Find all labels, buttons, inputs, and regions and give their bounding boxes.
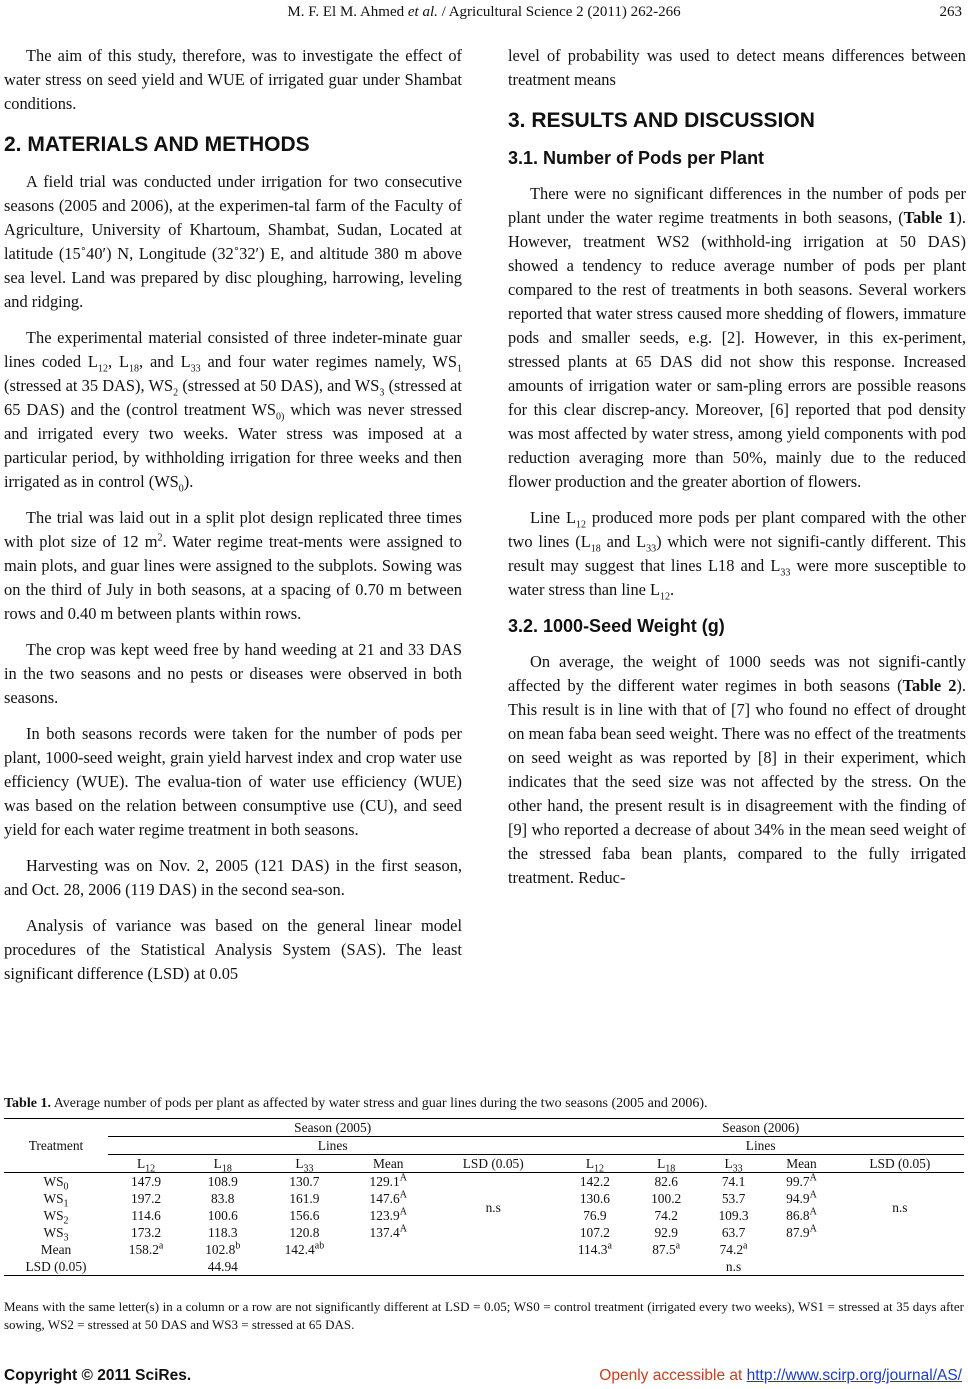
table-row xyxy=(4,1241,964,1258)
value-cell: 82.6 xyxy=(654,1174,678,1189)
mean-cell: 158.2$^a$ xyxy=(128,1240,164,1257)
continued-paragraph: level of probability was used to detect means differences between treatment means xyxy=(508,46,966,89)
row-label: Mean xyxy=(40,1242,72,1257)
section-heading-results: 3. RESULTS AND DISCUSSION xyxy=(508,109,815,132)
mean-cell: $87.9^A$ xyxy=(786,1223,817,1240)
value-cell: 53.7 xyxy=(721,1191,746,1206)
lines-header: Lines xyxy=(108,1137,557,1155)
mean-cell: $86.8^A$ xyxy=(786,1206,817,1223)
empty-cell xyxy=(836,1258,964,1276)
treatment-cell: $WS_3$ xyxy=(43,1225,69,1244)
methods-paragraph-2: The experimental material consisted of three indeter-minate guar lines coded $L_{12}$, $L_{18}$, and $L_{33}$ and four water regimes namely, $WS_1$ (stressed at 35 DAS), $WS_2$ (stressed at 50 DAS), and $WS_3$ (stressed at 65 DAS) and the (control treatment $WS_{0)}$ which was never stressed and irrigated every two weeks. Water stress was imposed at a particular period, by withholding irrigation for three weeks and then irrigated as in control $(WS_0)$. xyxy=(4,328,462,495)
value-cell: 100.2 xyxy=(651,1191,682,1206)
treatment-header: Treatment xyxy=(4,1119,108,1173)
mean-cell: $137.4^A$ xyxy=(369,1223,407,1240)
treatment-cell: $WS_0$ xyxy=(43,1174,69,1193)
treatment-cell: $WS_1$ xyxy=(43,1191,69,1210)
mean-cell: 114.3$^a$ xyxy=(577,1240,612,1257)
header-etal: et al. xyxy=(407,4,438,20)
page-number: 263 xyxy=(939,4,962,20)
value-cell: 107.2 xyxy=(579,1225,610,1240)
empty-cell xyxy=(429,1258,557,1276)
methods-paragraph-3: The trial was laid out in a split plot design replicated three times with plot size of 12 $m^2$. Water regime treat-ments were assigned to main plots, and guar lines were assigned to the subplots. Sowing was on the third of July in both seasons, at a spacing of 0.70 m between rows and 0.40 m between plants within rows. xyxy=(4,508,462,623)
lsd-cell: n.s xyxy=(892,1199,908,1215)
methods-paragraph-6: Harvesting was on Nov. 2, 2005 (121 DAS) in the first season, and Oct. 28, 2006 (119 DAS) in the second sea-son. xyxy=(4,856,462,899)
methods-paragraph-4: The crop was kept weed free by hand weeding at 21 and 33 DAS in the two seasons and no pests or diseases were observed in both seasons. xyxy=(4,640,462,707)
mean-cell: $99.7^A$ xyxy=(786,1172,817,1189)
subsection-heading-pods: 3.1. Number of Pods per Plant xyxy=(508,148,765,168)
header-citation xyxy=(0,4,968,21)
results-paragraph-1: There were no significant differences in the number of pods per plant under the water regime treatments in both seasons, (Table 1). However, treatment WS2 (withhold-ing irrigation at 50 DAS) showed a tendency to reduce average number of pods per plant compared to the rest of treatments in both seasons. Several workers reported that water stress caused more shedding of flowers, immature pods and smaller seeds, e.g. [2]. However, in this ex-periment, stressed plants at 65 DAS did not show this response. Increased amounts of irrigation water or sam-pling errors are possible reasons for this clear discrep-ancy. Moreover, [6] reported that pod density was most affected by water stress, among yield components with pod reduction averaging more than 50%, mainly due to the reduced flower production and the greater abortion of flowers. xyxy=(508,184,966,491)
section-heading-methods: 2. MATERIALS AND METHODS xyxy=(4,133,310,156)
col-header: LSD (0.05) xyxy=(836,1155,964,1173)
value-cell: 156.6 xyxy=(289,1208,320,1223)
value-cell: 118.3 xyxy=(207,1225,238,1240)
col-header: $L_{18}$ xyxy=(633,1155,700,1173)
mean-cell: $147.6^A$ xyxy=(369,1189,407,1206)
methods-paragraph-7: Analysis of variance was based on the general linear model procedures of the Statistical Analysis System (SAS). The least significant difference (LSD) at 0.05 xyxy=(4,916,462,983)
lsd-cell: n.s xyxy=(485,1199,501,1215)
col-header: Mean xyxy=(347,1155,429,1173)
lsd-cell: n.s xyxy=(700,1258,767,1276)
results-paragraph-3: On average, the weight of 1000 seeds was not signifi-cantly affected by the different water regimes in both seasons (Table 2). This result is in line with that of [7] who found no effect of drought on mean faba bean seed weight. There was no effect of the treatments on seed weight as was reported by [8] in their experiment, which indicates that the seed size was not affected by the stress. On the other hand, the present result is in disagreement with the finding of [9] who reported a decrease of about 34% in the mean seed weight of the stressed faba bean plants, compared to the fully irrigated treatment. Reduc- xyxy=(508,652,966,887)
treatment-cell: $WS_2$ xyxy=(43,1208,69,1227)
col-header: $L_{12}$ xyxy=(108,1155,184,1173)
col-header: Mean xyxy=(767,1155,835,1173)
value-cell: 147.9 xyxy=(131,1174,162,1189)
left-column xyxy=(4,44,462,998)
col-header: $L_{33}$ xyxy=(261,1155,347,1173)
empty-cell xyxy=(633,1258,700,1276)
header-journal: / Agricultural Science 2 (2011) 262-266 xyxy=(441,4,681,20)
value-cell: 100.6 xyxy=(207,1208,238,1223)
value-cell: 109.3 xyxy=(718,1208,749,1223)
mean-cell: 102.8$^b$ xyxy=(205,1240,241,1257)
value-cell: 92.9 xyxy=(654,1225,678,1240)
empty-cell xyxy=(261,1258,347,1276)
subsection-heading-seed-weight: 3.2. 1000-Seed Weight (g) xyxy=(508,616,725,636)
mean-cell: $123.9^A$ xyxy=(369,1206,407,1223)
value-cell: 173.2 xyxy=(131,1225,162,1240)
empty-cell xyxy=(557,1258,632,1276)
season-2005-header: Season (2005) xyxy=(108,1119,557,1137)
copyright: Copyright © 2011 SciRes. xyxy=(4,1367,192,1384)
empty-cell xyxy=(836,1241,964,1258)
table-reference[interactable]: Table 2 xyxy=(902,676,957,695)
intro-paragraph: The aim of this study, therefore, was to investigate the effect of water stress on seed yield and WUE of irrigated guar under Shambat conditions. xyxy=(4,46,462,113)
value-cell: 130.7 xyxy=(289,1174,320,1189)
empty-cell xyxy=(108,1258,184,1276)
mean-cell: $94.9^A$ xyxy=(786,1189,817,1206)
results-paragraph-2: Line $L_{12}$ produced more pods per plant compared with the other two lines ($L_{18}$ and $L_{33}$) which were not signifi-cantly different. This result may suggest that lines L18 and $L_{33}$ were more susceptible to water stress than line $L_{12}$. xyxy=(508,508,966,603)
right-column xyxy=(508,44,966,902)
pods-table xyxy=(4,1118,964,1276)
value-cell: 142.2 xyxy=(579,1174,610,1189)
col-header: $L_{12}$ xyxy=(557,1155,632,1173)
table-row xyxy=(4,1173,964,1191)
table-footnote: Means with the same letter(s) in a column or a row are not significantly different at LSD = 0.05; WS0 = control treatment (irrigated every two weeks), WS1 = stressed at 35 days after sowing, WS2 = stressed at 50 DAS and WS3 = stressed at 65 DAS. xyxy=(4,1299,964,1332)
empty-cell xyxy=(767,1258,835,1276)
value-cell: 76.9 xyxy=(583,1208,607,1223)
empty-cell xyxy=(347,1241,429,1258)
methods-paragraph-1: A field trial was conducted under irrigation for two consecutive seasons (2005 and 2006), at the experimen-tal farm of the Faculty of Agriculture, University of Khartoum, Shambat, Sudan, Located at latitude (15˚40′) N, Longitude (32˚32′) E, and altitude 380 m above sea level. Land was prepared by disc ploughing, harrowing, leveling and ridging. xyxy=(4,172,462,311)
value-cell: 130.6 xyxy=(579,1191,610,1206)
empty-cell xyxy=(767,1241,835,1258)
journal-link[interactable]: http://www.scirp.org/journal/AS/ xyxy=(746,1367,962,1384)
lines-header: Lines xyxy=(557,1137,964,1155)
value-cell: 74.1 xyxy=(721,1174,746,1189)
table-caption: Table 1. Average number of pods per plant as affected by water stress and guar lines during the two seasons (2005 and 2006). xyxy=(4,1096,708,1111)
value-cell: 114.6 xyxy=(131,1208,161,1223)
value-cell: 74.2 xyxy=(654,1208,678,1223)
value-cell: 120.8 xyxy=(289,1225,320,1240)
mean-cell: 87.5$^a$ xyxy=(652,1240,681,1257)
table-row xyxy=(4,1258,964,1276)
col-header: LSD (0.05) xyxy=(429,1155,557,1173)
season-2006-header: Season (2006) xyxy=(557,1119,964,1137)
lsd-cell: 44.94 xyxy=(184,1258,261,1276)
table-reference[interactable]: Table 1 xyxy=(903,208,957,227)
mean-cell: $129.1^A$ xyxy=(369,1172,407,1189)
value-cell: 161.9 xyxy=(289,1191,320,1206)
value-cell: 83.8 xyxy=(211,1191,235,1206)
empty-cell xyxy=(429,1241,557,1258)
value-cell: 197.2 xyxy=(131,1191,162,1206)
value-cell: 63.7 xyxy=(721,1225,746,1240)
empty-cell xyxy=(347,1258,429,1276)
mean-cell: 142.4$^{ab}$ xyxy=(284,1240,325,1257)
mean-cell: 74.2$^a$ xyxy=(719,1240,748,1257)
header-authors: M. F. El M. Ahmed xyxy=(287,4,405,20)
col-header: $L_{18}$ xyxy=(184,1155,261,1173)
methods-paragraph-5: In both seasons records were taken for the number of pods per plant, 1000-seed weight, grain yield harvest index and crop water use efficiency (WUE). The evalua-tion of water use efficiency (WUE) was based on the relation between consumptive use (CU), and seed yield for each water regime treatment in both seasons. xyxy=(4,724,462,839)
row-label: LSD (0.05) xyxy=(4,1258,108,1276)
running-header xyxy=(0,2,968,24)
open-access-note: Openly accessible at http://www.scirp.org/journal/AS/ xyxy=(599,1367,962,1384)
col-header: $L_{33}$ xyxy=(700,1155,767,1173)
value-cell: 108.9 xyxy=(207,1174,238,1189)
